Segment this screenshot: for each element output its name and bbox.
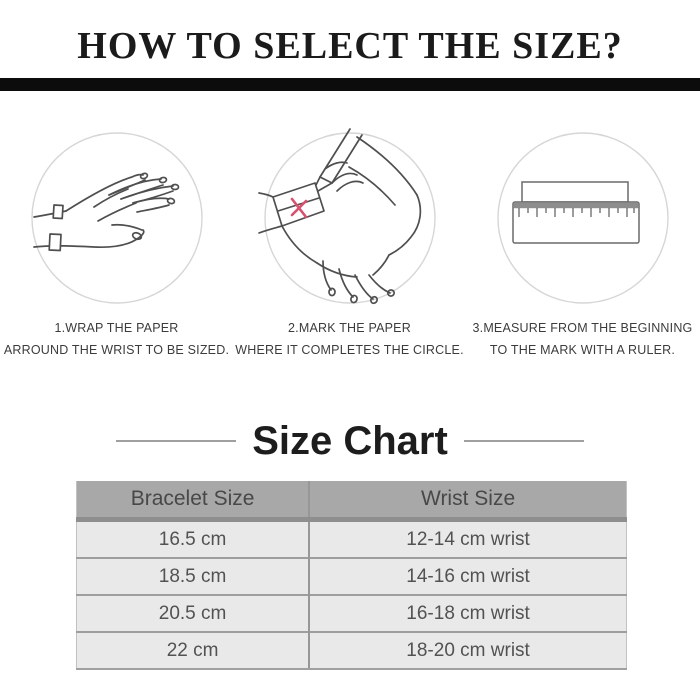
step-3 [466,125,699,361]
wrist-size-cell: 18-20 cm wrist [309,632,626,669]
step-1-caption [4,317,229,361]
bracelet-size-cell: 20.5 cm [77,595,310,632]
wrist-size-cell: 14-16 cm wrist [309,558,626,595]
step-3-caption-line1: 3.MEASURE FROM THE BEGINNING [472,321,693,335]
wrist-size-cell: 16-18 cm wrist [309,595,626,632]
ruler-icon [488,125,678,311]
table-row [77,632,627,669]
page-title: HOW TO SELECT THE SIZE? [77,25,623,67]
step-1-caption-line1: 1.WRAP THE PAPER [54,321,179,335]
heading-rule-left [116,440,236,442]
step-2-caption-line1: 2.MARK THE PAPER [288,321,411,335]
pen-marking-paper-icon [255,125,445,311]
table-row [77,558,627,595]
step-3-caption [473,317,693,361]
bracelet-size-cell: 22 cm [77,632,310,669]
wrist-size-cell: 12-14 cm wrist [309,520,626,559]
hand-wrapped-with-paper-icon [22,125,212,311]
table-row [77,520,627,559]
table-header-row [77,481,627,520]
step-1 [0,125,233,361]
column-header-bracelet-size: Bracelet Size [77,481,310,520]
heading-rule-right [464,440,584,442]
column-header-wrist-size: Wrist Size [309,481,626,520]
step-2 [233,125,466,361]
step-2-caption [235,317,464,361]
size-chart-title: Size Chart [252,419,448,463]
instruction-steps [0,125,700,361]
step-1-caption-line2: ARROUND THE WRIST TO BE SIZED. [3,343,230,357]
size-chart-table [76,481,627,670]
table-row [77,595,627,632]
step-3-caption-line2: TO THE MARK WITH A RULER. [489,343,676,357]
divider-bar [0,78,700,91]
size-chart-heading [0,417,700,465]
bracelet-size-cell: 16.5 cm [77,520,310,559]
bracelet-size-cell: 18.5 cm [77,558,310,595]
step-2-caption-line2: WHERE IT COMPLETES THE CIRCLE. [235,343,464,357]
